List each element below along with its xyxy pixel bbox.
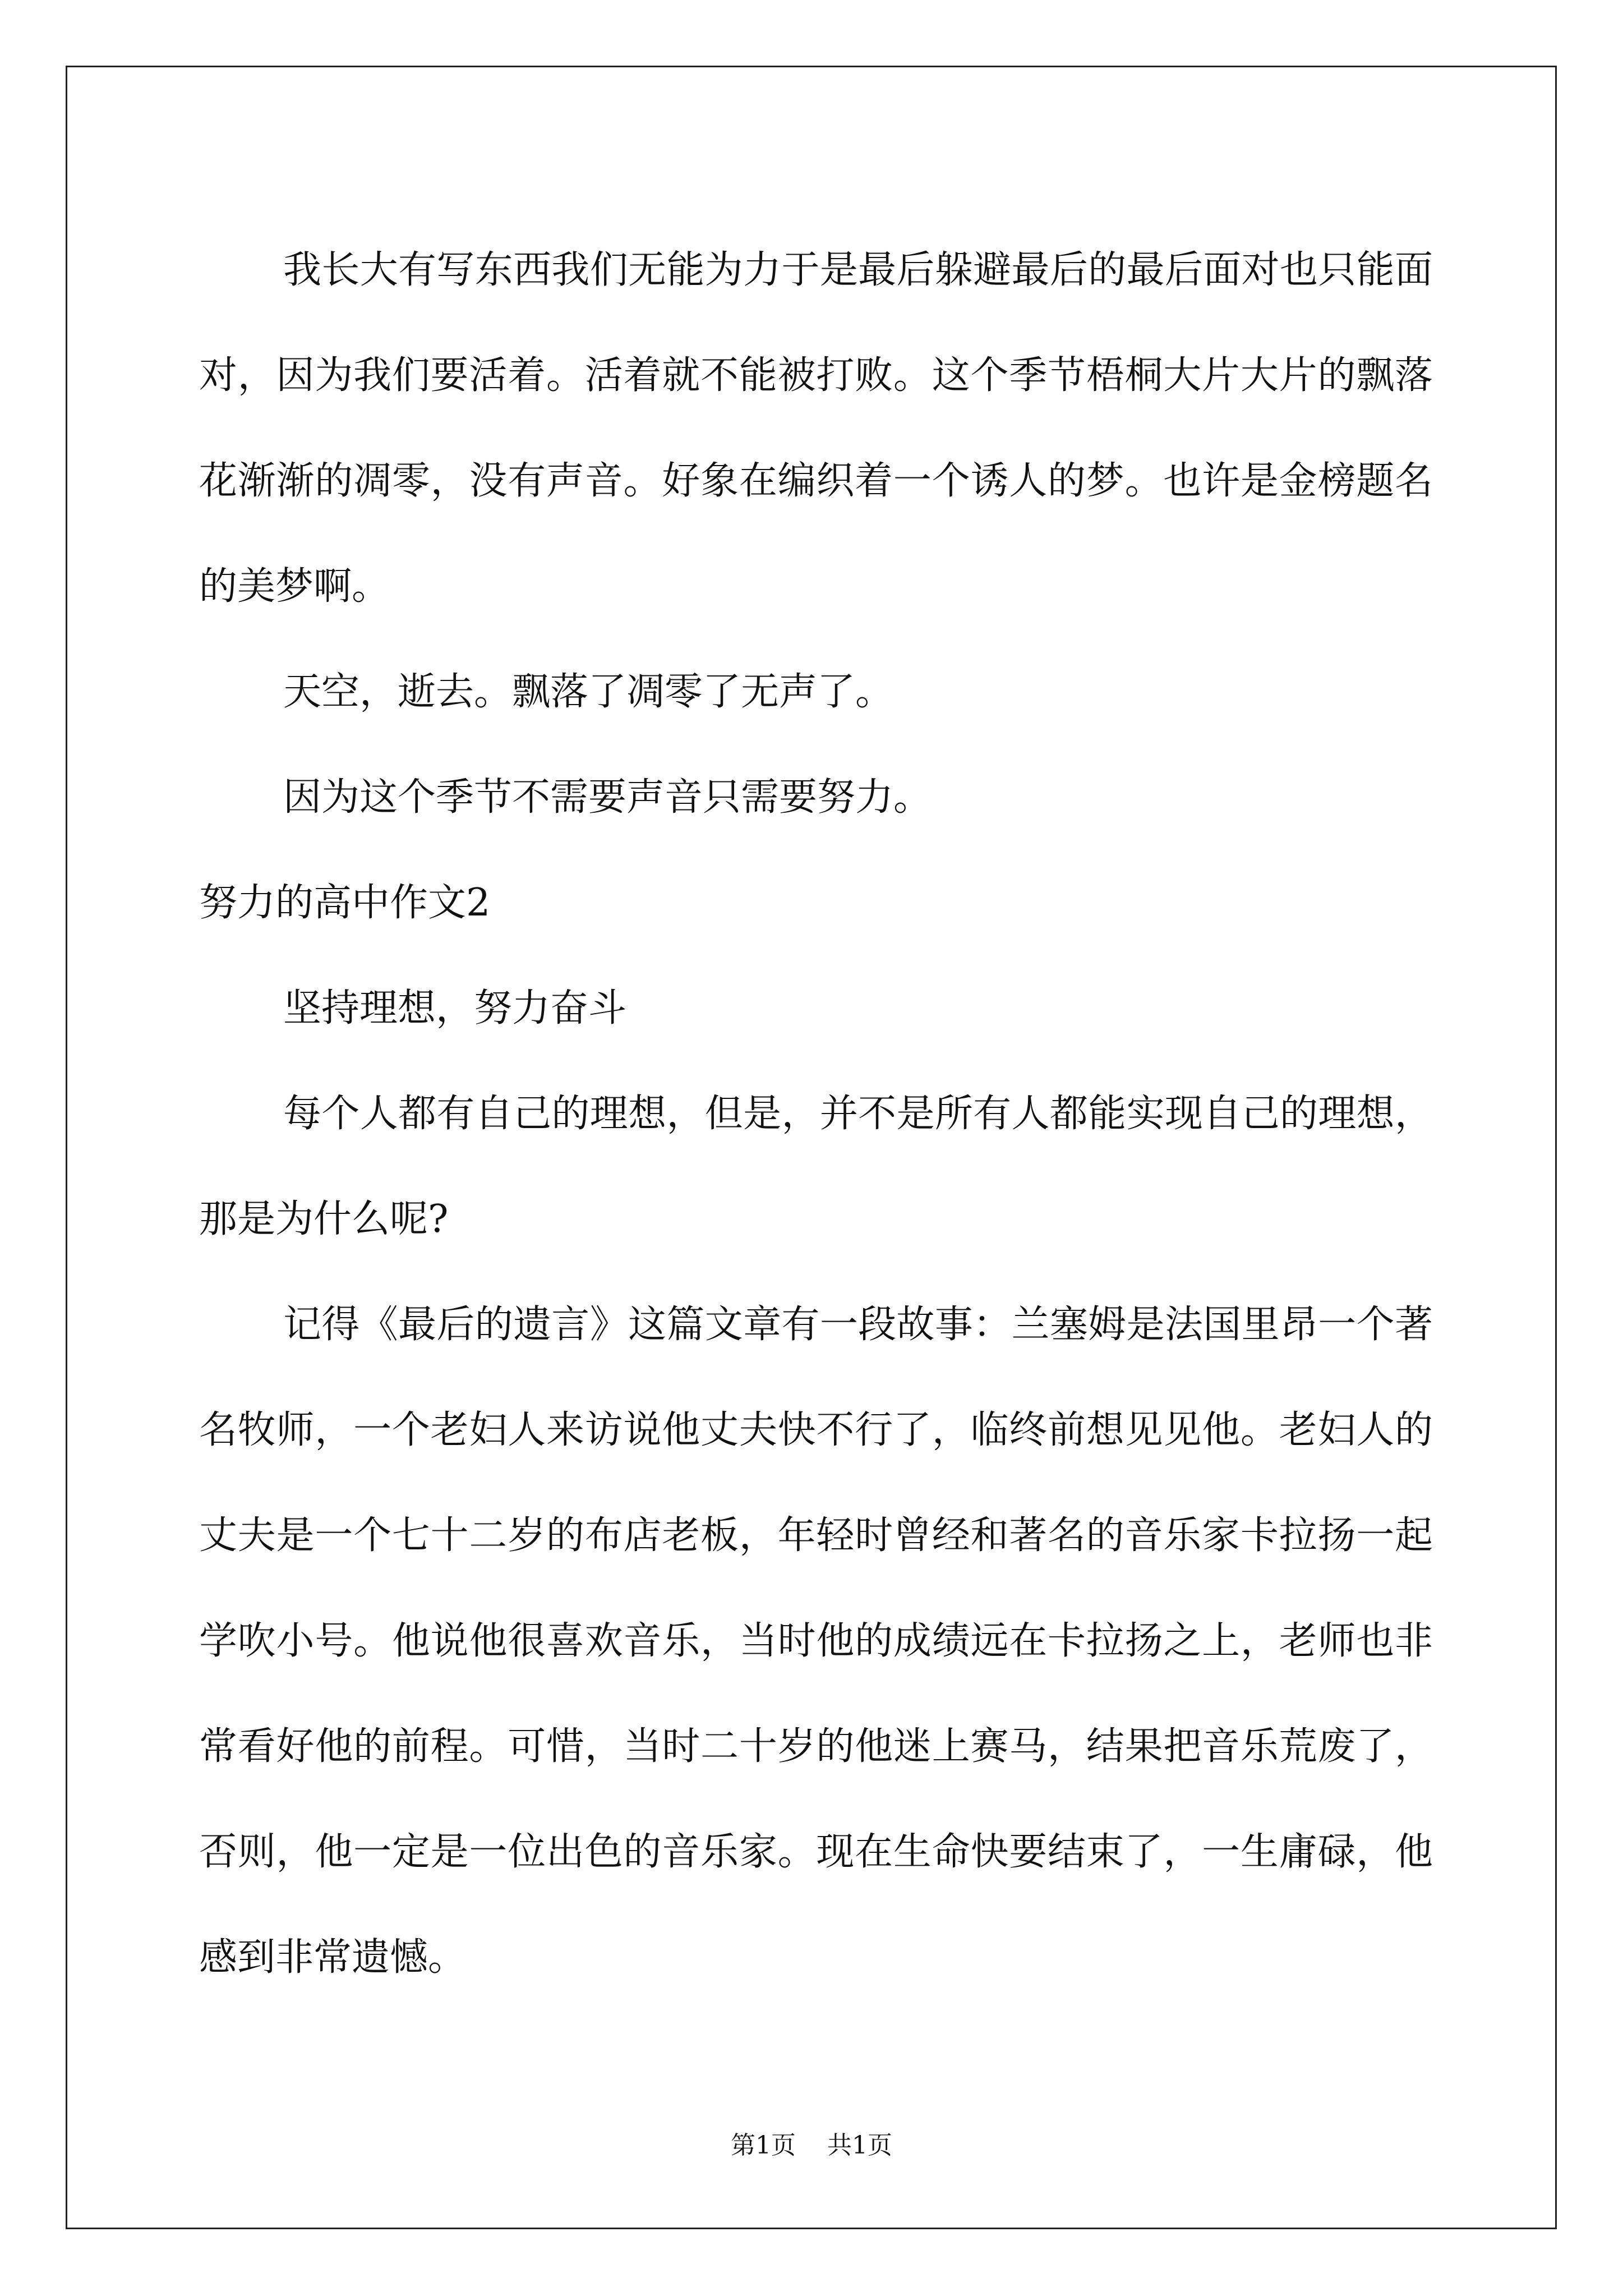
paragraph: 记得《最后的遗言》这篇文章有一段故事：兰塞姆是法国里昂一个著名牧师，一个老妇人来访说他丈夫快不行了，临终前想见见他。老妇人的丈夫是一个七十二岁的布店老板，年轻时曾经和著名的音乐家卡拉扬一起学吹小号。他说他很喜欢音乐，当时他的成绩远在卡拉扬之上，老师也非常看好他的前程。可惜，当时二十岁的他迷上赛马，结果把音乐荒废了，否则，他一定是一位出色的音乐家。现在生命快要结束了，一生庸碌，他感到非常遗憾。 [199,1303,1433,1980]
section-title: 努力的高中作文2 [199,881,491,925]
page-footer [0,2129,1623,2162]
page-number: 第1页 [731,2131,796,2160]
paragraph: 每个人都有自己的理想，但是，并不是所有人都能实现自己的理想，那是为什么呢? [199,1092,1433,1241]
paragraph: 因为这个季节不需要声音只需要努力。 [283,775,932,820]
page-total: 共1页 [827,2131,892,2160]
paragraph: 我长大有写东西我们无能为力于是最后躲避最后的最后面对也只能面对，因为我们要活着。活着就不能被打败。这个季节梧桐大片大片的飘落花渐渐的凋零，没有声音。好象在编织着一个诱人的梦。也许是金榜题名的美梦啊。 [199,248,1433,609]
paragraph: 天空，逝去。飘落了凋零了无声了。 [283,670,894,714]
document-body [199,218,1433,2010]
section-subtitle: 坚持理想，努力奋斗 [283,986,627,1030]
